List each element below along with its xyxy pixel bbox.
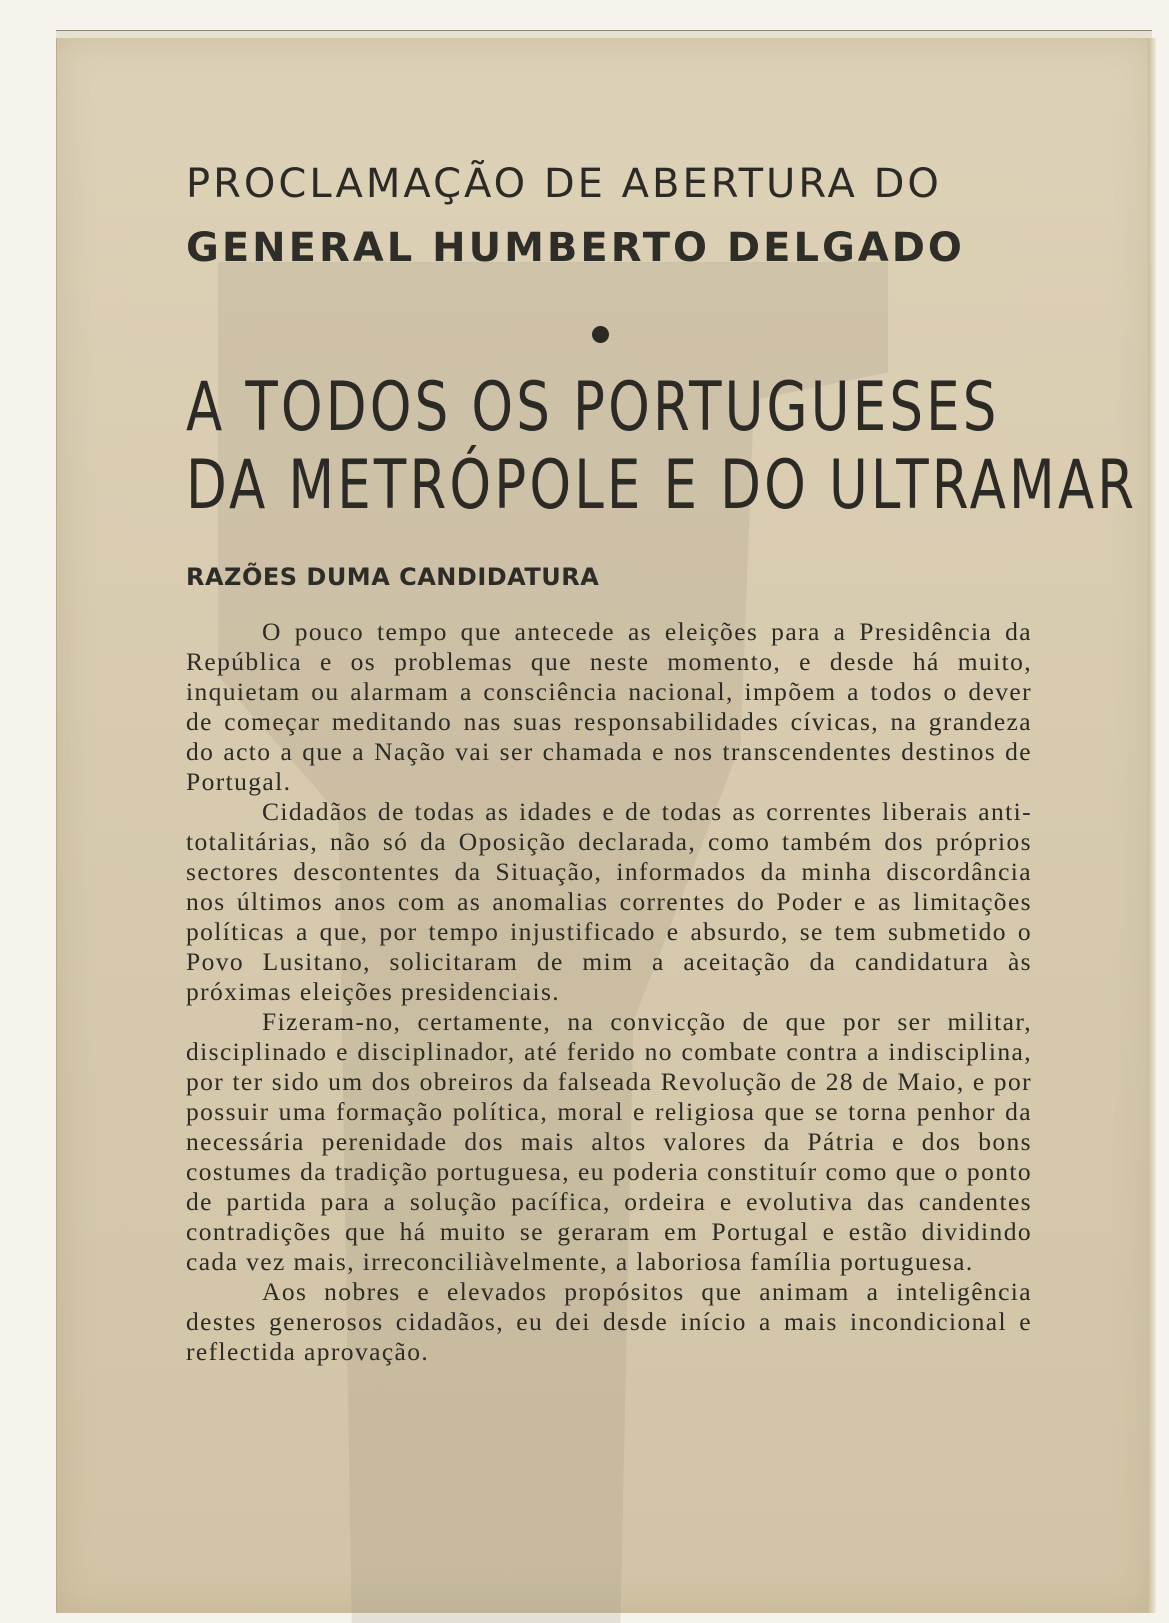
paragraph: Aos nobres e elevados propósitos que animam a inteligência destes generosos cidadãos, eu dei desde início a mais incondicional e reflectida aprovação. <box>186 1277 1032 1366</box>
paragraph: Cidadãos de todas as idades e de todas as correntes liberais anti-totalitárias, não só da Oposição declarada, como também dos próprios sectores descontentes da Situação, informados da minha discordância nos últimos anos com as anomalias correntes do Poder e as limitações políticas a que, por tempo injustificado e absurdo, se tem submetido o Povo Lusitano, solicitaram de mim a aceitação da candidatura às próximas eleições presidenciais. <box>186 797 1032 1006</box>
paper-right-edge <box>1148 38 1156 1613</box>
title-line-2: DA METRÓPOLE E DO ULTRAMAR <box>186 446 1138 525</box>
header-line-1: PROCLAMAÇÃO DE ABERTURA DO <box>186 161 942 207</box>
body-text <box>186 617 1032 1367</box>
title-line-1: A TODOS OS PORTUGUESES <box>186 368 1000 447</box>
document-content <box>186 160 1138 1367</box>
paragraph: Fizeram-no, certamente, na convicção de que por ser militar, disciplinado e disciplinador, até ferido no combate contra a indisciplina, por ter sido um dos obreiros da falseada Revolução de 28 de Maio, e por possuir uma formação política, moral e religiosa que se torna penhor da necessária perenidade dos mais altos valores da Pátria e dos bons costumes da tradição portuguesa, eu poderia constituír como que o ponto de partida para a solução pacífica, ordeira e evolutiva das candentes contradições que há muito se geraram em Portugal e estão dividindo cada vez mais, irreconciliàvelmente, a laboriosa família portuguesa. <box>186 1007 1032 1276</box>
bullet-separator-icon <box>592 326 609 343</box>
section-heading: RAZÕES DUMA CANDIDATURA <box>186 563 600 591</box>
header-line-2: GENERAL HUMBERTO DELGADO <box>186 225 965 271</box>
paragraph: O pouco tempo que antecede as eleições para a Presidência da República e os problemas que neste momento, e desde há muito, inquietam ou alarmam a consciência nacional, impõem a todos o dever de começar meditando nas suas responsabilidades cívicas, na grandeza do acto a que a Nação vai ser chamada e nos transcendentes destinos de Portugal. <box>186 617 1032 796</box>
